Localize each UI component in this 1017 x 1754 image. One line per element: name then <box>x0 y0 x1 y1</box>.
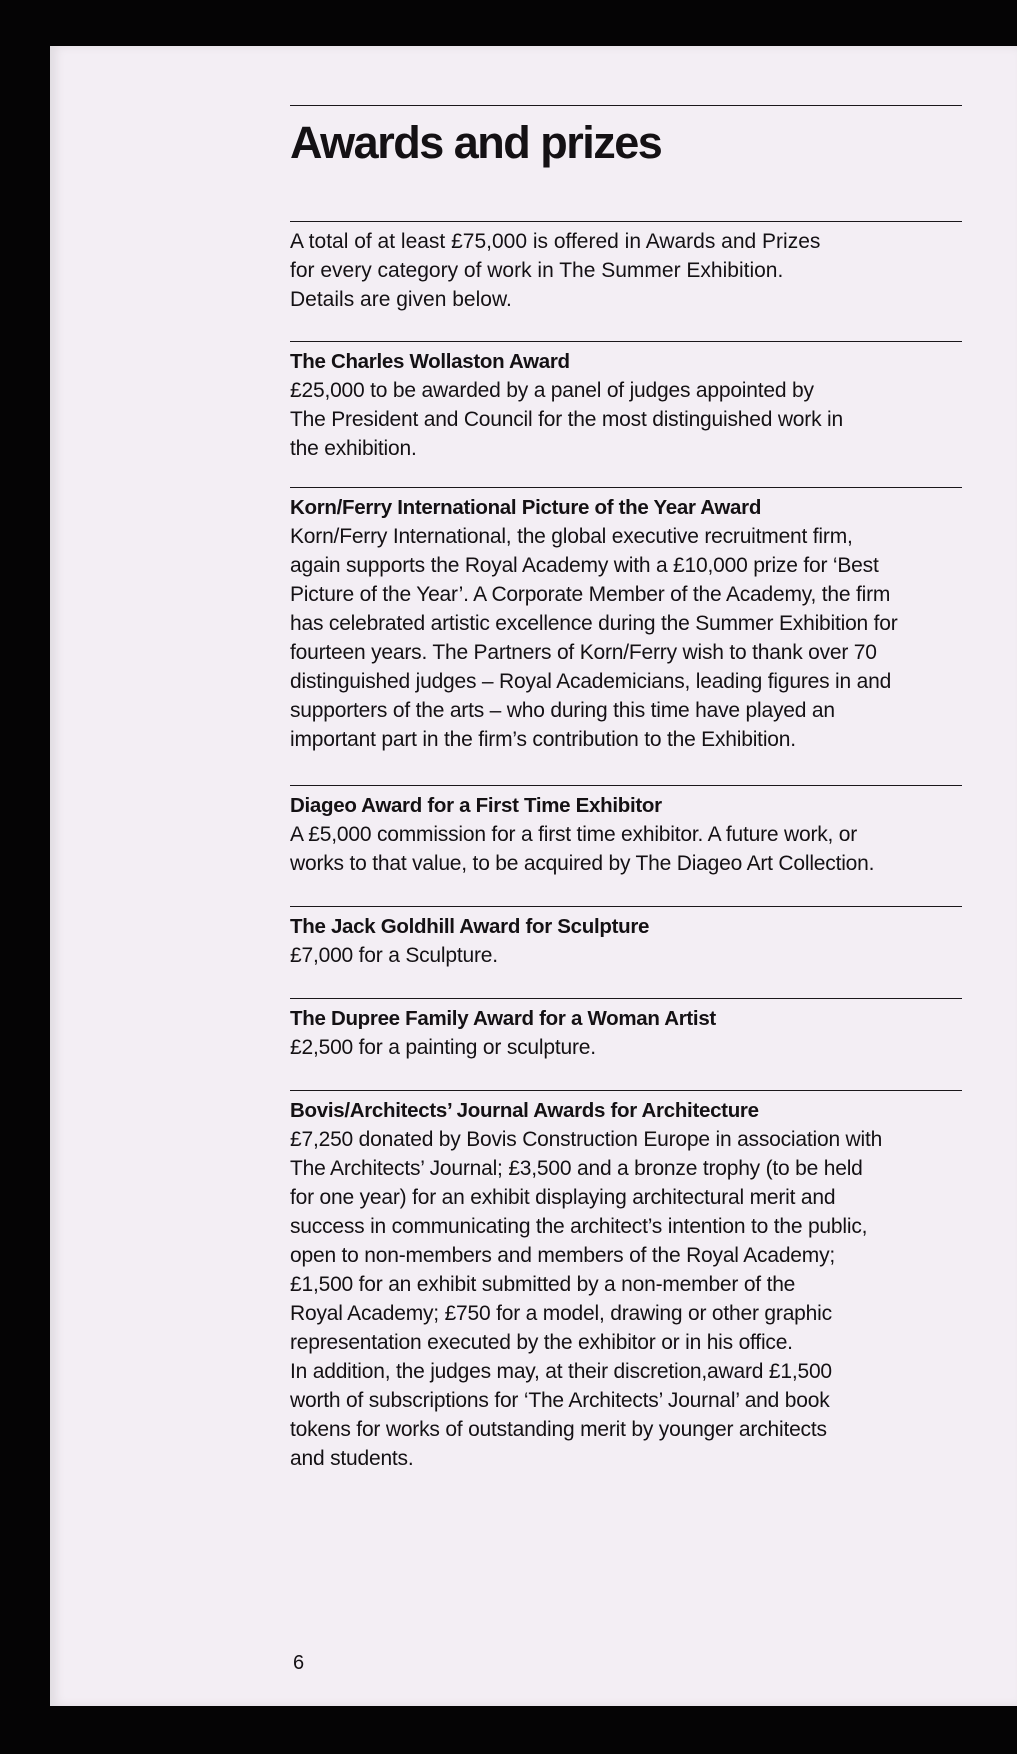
divider <box>290 1090 962 1091</box>
award-description: £25,000 to be awarded by a panel of judges appointed by The President and Council for the most distinguished work in the exhibition. <box>290 379 843 460</box>
award-section <box>290 347 962 487</box>
divider <box>290 341 962 342</box>
award-title: Bovis/Architects’ Journal Awards for Architecture <box>290 1099 759 1122</box>
award-title: The Charles Wollaston Award <box>290 350 570 373</box>
award-title: The Jack Goldhill Award for Sculpture <box>290 915 650 938</box>
page-title: Awards and prizes <box>290 117 662 168</box>
award-title: The Dupree Family Award for a Woman Artist <box>290 1007 716 1030</box>
award-section <box>290 1004 962 1090</box>
intro-paragraph: A total of at least £75,000 is offered in Awards and Prizes for every category of work in The Summer Exhibition. Details are given below. <box>290 230 821 311</box>
divider <box>290 487 962 488</box>
award-section <box>290 912 962 998</box>
bleed-through-decoration <box>110 106 115 128</box>
awards-content <box>290 105 962 1473</box>
award-title: Korn/Ferry International Picture of the Year Award <box>290 496 762 519</box>
award-title: Diageo Award for a First Time Exhibitor <box>290 794 662 817</box>
divider <box>290 906 962 907</box>
award-description: A £5,000 commission for a first time exhibitor. A future work, or works to that value, to be acquired by The Diageo Art Collection. <box>290 823 875 875</box>
top-rule <box>290 105 962 106</box>
divider <box>290 221 962 222</box>
page-number: 6 <box>293 1652 305 1674</box>
award-section <box>290 1096 962 1473</box>
award-section <box>290 493 962 785</box>
divider <box>290 998 962 999</box>
award-description: Korn/Ferry International, the global executive recruitment firm, again supports the Royal Academy with a £10,000 prize for ‘Best Picture of the Year’. A Corporate Member of the Academy, the firm has celebrated artistic excellence during the Summer Exhibition for fourteen years. The Partners of Korn/Ferry wish to thank over 70 distinguished judges – Royal Academicians, leading figures in and supporters of the arts – who during this time have played an important part in the firm’s contribution to the Exhibition. <box>290 525 898 751</box>
award-description: £2,500 for a painting or sculpture. <box>290 1036 596 1059</box>
award-description: £7,000 for a Sculpture. <box>290 944 498 967</box>
divider <box>290 785 962 786</box>
award-section <box>290 791 962 906</box>
award-description: £7,250 donated by Bovis Construction Europe in association with The Architects’ Journal; £3,500 and a bronze trophy (to be held for one year) for an exhibit displaying architectural merit and success in communicating the architect’s intention to the public, open to non-members and members of the Royal Academy; £1,500 for an exhibit submitted by a non-member of the Royal Academy; £750 for a model, drawing or other graphic representation executed by the exhibitor or in his office. In addition, the judges may, at their discretion,award £1,500 worth of subscriptions for ‘The Architects’ Journal’ and book tokens for works of outstanding merit by younger architects and students. <box>290 1128 883 1470</box>
